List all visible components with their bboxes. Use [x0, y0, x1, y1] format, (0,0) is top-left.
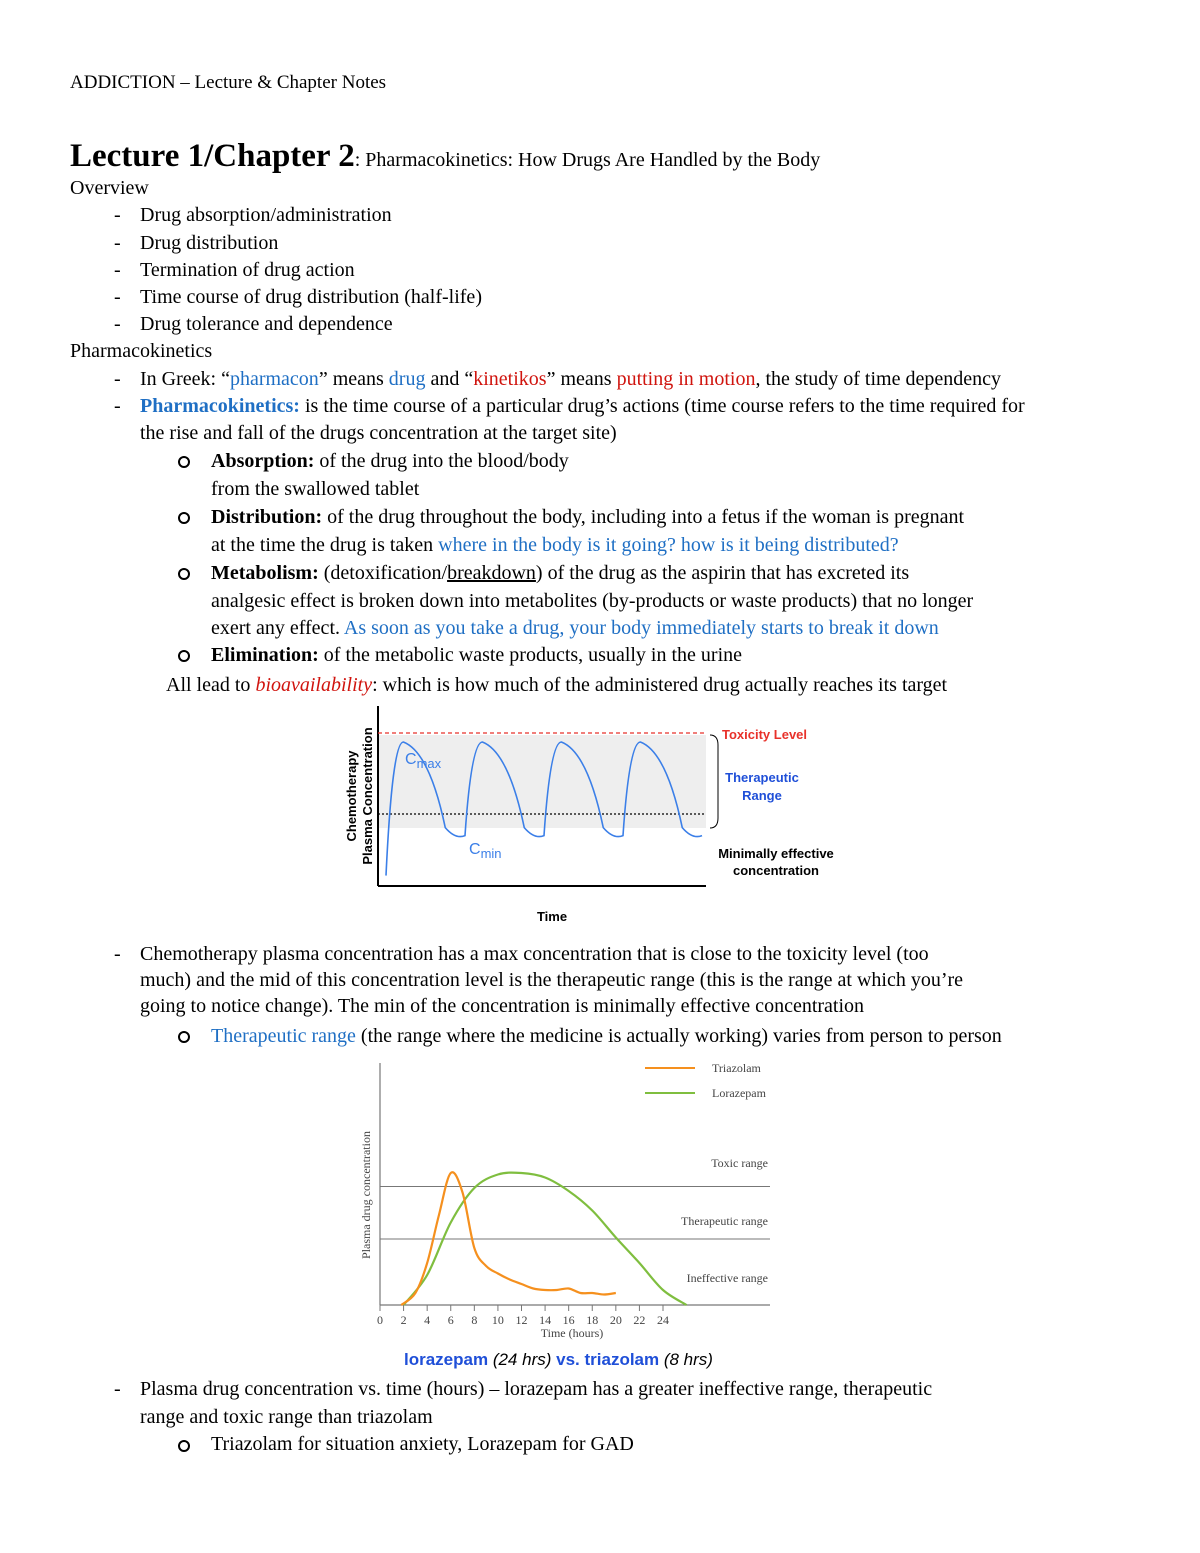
document-header: ADDICTION – Lecture & Chapter Notes: [70, 72, 387, 93]
x-tick-label: 20: [609, 1313, 622, 1327]
bioavailability-line: [166, 672, 947, 698]
therapeutic-range-note: [211, 1023, 1002, 1049]
x-tick-label: 12: [515, 1313, 528, 1327]
x-ticks: [377, 1305, 669, 1327]
x-tick-label: 4: [424, 1313, 431, 1327]
toxicity-label: Toxicity Level: [722, 727, 808, 742]
cmax-label: $C_{max}$: [405, 751, 442, 771]
x-tick-label: 2: [400, 1313, 407, 1327]
metabolism-line2: analgesic effect is broken down into metabolites (by-products or waste products) that no longer: [211, 590, 974, 612]
text-run: ” means: [546, 368, 617, 390]
text-run: is the time course of a particular drug’s actions (time course refers to the time required for: [299, 395, 1025, 417]
metabolism-line3: [211, 615, 939, 641]
term: Absorption:: [211, 450, 315, 472]
circle-bullet-icon: [178, 1031, 190, 1043]
text-run: As soon as you take a drug, your body immediately starts to break it down: [343, 617, 939, 639]
list-item: Termination of drug action: [140, 259, 355, 281]
dash-marker: -: [114, 232, 121, 254]
greek-definition: [140, 366, 1001, 392]
list-item: Time course of drug distribution (half-life): [140, 286, 482, 308]
text-run: , the study of time dependency: [755, 368, 1001, 390]
toxic-range-label: Toxic range: [711, 1156, 768, 1170]
caption-run: lorazepam: [404, 1350, 489, 1369]
anxiety-note: Triazolam for situation anxiety, Lorazepam for GAD: [211, 1433, 634, 1455]
x-tick-label: 6: [447, 1313, 454, 1327]
x-tick-label: 14: [539, 1313, 552, 1327]
circle-bullet-icon: [178, 650, 190, 662]
absorption-line1: [211, 448, 569, 474]
overview-heading: Overview: [70, 177, 149, 199]
pk-definition-line2: the rise and fall of the drugs concentration at the target site): [140, 422, 617, 444]
dash-marker: -: [114, 1378, 121, 1400]
dash-marker: -: [114, 368, 121, 390]
text-run: ” means: [318, 368, 389, 390]
dash-marker: -: [114, 204, 121, 226]
plasma-note-line2: range and toxic range than triazolam: [140, 1406, 433, 1428]
x-tick-label: 8: [471, 1313, 478, 1327]
x-tick-label: 0: [377, 1313, 383, 1327]
text-run: exert any effect.: [211, 617, 344, 639]
x-tick-label: 16: [562, 1313, 575, 1327]
mec-label-1: Minimally effective: [718, 846, 834, 861]
lecture-title-rest: : Pharmacokinetics: How Drugs Are Handled by the Body: [354, 149, 821, 171]
circle-bullet-icon: [178, 512, 190, 524]
elimination-line: [211, 642, 742, 668]
text-run: and “: [425, 368, 474, 390]
circle-bullet-icon: [178, 1440, 190, 1452]
ineffective-range-label: Ineffective range: [686, 1271, 768, 1285]
circle-bullet-icon: [178, 456, 190, 468]
therapeutic-label-1: Therapeutic: [725, 770, 799, 785]
text-run: kinetikos: [473, 368, 547, 390]
text-run: at the time the drug is taken: [211, 534, 439, 556]
list-item: Drug absorption/administration: [140, 204, 392, 226]
x-axis-label: Time: [536, 909, 568, 924]
dash-marker: -: [114, 286, 121, 308]
text-run: ) of the drug as the aspirin that has excreted its: [535, 562, 910, 584]
text-run: (detoxification/: [318, 562, 448, 584]
chemo-note-line2: much) and the mid of this concentration level is the therapeutic range (this is the range at which you’re: [140, 969, 964, 991]
text-run: pharmacon: [229, 368, 319, 390]
text-run: All lead to: [166, 674, 256, 696]
dash-marker: -: [114, 395, 121, 417]
legend-triazolam-label: Triazolam: [712, 1061, 761, 1075]
term: Distribution:: [211, 506, 323, 528]
pk-definition-line1: [140, 393, 1025, 419]
legend: [645, 1061, 767, 1100]
caption-run: (24 hrs): [488, 1350, 557, 1369]
distribution-line1: [211, 504, 964, 530]
therapeutic-label-2: Range: [742, 788, 782, 803]
lecture-title: [70, 136, 820, 180]
pharmacokinetics-heading: Pharmacokinetics: [70, 340, 213, 362]
dash-marker: -: [114, 259, 121, 281]
text-run: putting in motion: [616, 368, 756, 390]
text-run: drug: [388, 368, 426, 390]
therapeutic-range-label: Therapeutic range: [681, 1214, 768, 1228]
absorption-line2: from the swallowed tablet: [211, 478, 420, 500]
caption-run: (8 hrs): [659, 1350, 713, 1369]
term: Pharmacokinetics:: [140, 395, 300, 417]
therapeutic-range-bracket: [710, 735, 718, 828]
dash-marker: -: [114, 943, 121, 965]
x-tick-label: 18: [586, 1313, 599, 1327]
chemo-note-line1: Chemotherapy plasma concentration has a max concentration that is close to the toxicity level (too: [140, 943, 929, 965]
chemotherapy-chart: [330, 700, 860, 930]
circle-bullet-icon: [178, 568, 190, 580]
y-axis-label-plasma: Plasma Concentration: [360, 727, 375, 865]
text-run: Therapeutic range: [211, 1025, 356, 1047]
distribution-line2: [211, 532, 899, 558]
x-tick-label: 22: [633, 1313, 646, 1327]
text-run: bioavailability: [255, 674, 373, 696]
x-axis-label: Time (hours): [540, 1326, 604, 1340]
plasma-note-line1: Plasma drug concentration vs. time (hours) – lorazepam has a greater ineffective range, therapeutic: [140, 1378, 933, 1400]
y-axis-label: Plasma drug concentration: [359, 1131, 373, 1259]
text-run: (the range where the medicine is actually working) varies from person to person: [355, 1025, 1002, 1047]
text-run: of the drug throughout the body, including into a fetus if the woman is pregnant: [322, 506, 965, 528]
x-tick-label: 24: [657, 1313, 669, 1327]
term: Elimination:: [211, 644, 319, 666]
text-run: of the drug into the blood/body: [314, 450, 569, 472]
metabolism-line1: [211, 560, 909, 586]
list-item: Drug tolerance and dependence: [140, 313, 393, 335]
x-tick-label: 10: [491, 1313, 504, 1327]
legend-lorazepam-label: Lorazepam: [712, 1086, 766, 1100]
list-item: Drug distribution: [140, 232, 279, 254]
caption-run: triazolam: [584, 1350, 660, 1369]
lecture-title-bold: Lecture 1/Chapter 2: [70, 138, 355, 174]
term: Metabolism:: [211, 562, 319, 584]
text-run: : which is how much of the administered drug actually reaches its target: [372, 674, 948, 696]
benzodiazepine-chart: [350, 1055, 790, 1375]
chart2-caption: [404, 1347, 713, 1373]
text-run: In Greek: “: [140, 368, 230, 390]
text-run: of the metabolic waste products, usually in the urine: [318, 644, 743, 666]
text-run: breakdown: [447, 562, 536, 584]
mec-label-2: concentration: [733, 863, 819, 878]
dash-marker: -: [114, 313, 121, 335]
caption-run: vs.: [556, 1350, 585, 1369]
chemo-note-line3: going to notice change). The min of the concentration is minimally effective concentration: [140, 995, 865, 1017]
text-run: where in the body is it going? how is it being distributed?: [438, 534, 899, 556]
cmin-label: $C_{min}$: [469, 841, 502, 861]
y-axis-label-chemo: Chemotherapy: [344, 750, 359, 842]
